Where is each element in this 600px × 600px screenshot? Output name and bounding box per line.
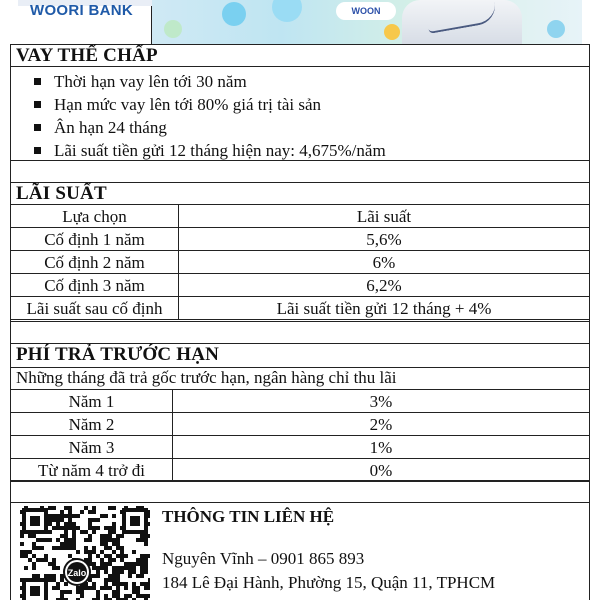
table-row — [11, 251, 590, 274]
table-row — [11, 459, 590, 482]
prepayment-description: Những tháng đã trả gốc trước hạn, ngân hàng chỉ thu lãi — [16, 368, 397, 387]
list-item-text: Ân hạn 24 tháng — [54, 118, 167, 137]
list-item — [34, 139, 386, 162]
table-cell: 6% — [179, 251, 590, 274]
table-cell: 1% — [173, 436, 590, 459]
square-bullet-icon — [34, 101, 41, 108]
prepayment-section-title: PHÍ TRẢ TRƯỚC HẠN — [16, 344, 220, 365]
flower-decoration — [384, 24, 400, 40]
square-bullet-icon — [34, 124, 41, 131]
table-row — [11, 228, 590, 251]
square-bullet-icon — [34, 147, 41, 154]
zalo-qr-code[interactable] — [20, 506, 150, 600]
list-item-text: Thời hạn vay lên tới 30 năm — [54, 72, 247, 91]
zalo-logo-text: Zalo — [67, 568, 87, 578]
table-cell: 3% — [173, 390, 590, 413]
table-cell: 2% — [173, 413, 590, 436]
rates-table — [10, 204, 590, 320]
contact-name-phone[interactable]: Nguyên Vĩnh – 0901 865 893 — [162, 549, 365, 568]
banner — [0, 0, 600, 44]
table-header-cell: Lãi suất — [179, 205, 590, 228]
contact-address: 184 Lê Đại Hành, Phường 15, Quận 11, TPHCM — [162, 573, 496, 592]
table-cell: 0% — [173, 459, 590, 482]
list-item — [34, 93, 386, 116]
mortgage-list — [34, 70, 386, 162]
flower-decoration — [222, 2, 246, 26]
table-cell: Năm 2 — [11, 413, 173, 436]
bank-logo-area — [18, 0, 152, 44]
table-row — [11, 274, 590, 297]
table-cell: 5,6% — [179, 228, 590, 251]
flower-decoration — [272, 0, 302, 22]
contact-section-title: THÔNG TIN LIÊN HỆ — [162, 507, 335, 526]
square-bullet-icon — [34, 78, 41, 85]
table-row — [11, 436, 590, 459]
woon-badge: WOON — [336, 2, 396, 20]
table-cell: Năm 1 — [11, 390, 173, 413]
table-cell: Cố định 3 năm — [11, 274, 179, 297]
table-row — [11, 390, 590, 413]
flower-decoration — [547, 20, 565, 38]
table-header-row — [11, 205, 590, 228]
table-header-cell: Lựa chọn — [11, 205, 179, 228]
table-cell: Cố định 1 năm — [11, 228, 179, 251]
table-cell: Cố định 2 năm — [11, 251, 179, 274]
table-cell: Lãi suất tiền gửi 12 tháng + 4% — [179, 297, 590, 320]
flower-decoration — [164, 20, 182, 38]
list-item-text: Lãi suất tiền gửi 12 tháng hiện nay: 4,675%/năm — [54, 141, 386, 160]
prepayment-table — [10, 389, 590, 482]
bank-logo-text: WOORI BANK — [30, 2, 133, 19]
table-cell: Năm 3 — [11, 436, 173, 459]
table-cell: Lãi suất sau cố định — [11, 297, 179, 320]
divider — [10, 321, 590, 322]
list-item — [34, 70, 386, 93]
table-cell: Từ năm 4 trở đi — [11, 459, 173, 482]
list-item-text: Hạn mức vay lên tới 80% giá trị tài sản — [54, 95, 321, 114]
qr-code-icon — [20, 506, 150, 600]
mortgage-section-title: VAY THẾ CHẤP — [16, 45, 158, 66]
rates-section-title: LÃI SUẤT — [16, 183, 107, 204]
table-row — [11, 297, 590, 320]
divider — [10, 502, 590, 503]
table-cell: 6,2% — [179, 274, 590, 297]
table-row — [11, 413, 590, 436]
promo-banner-image — [152, 0, 582, 44]
list-item — [34, 116, 386, 139]
